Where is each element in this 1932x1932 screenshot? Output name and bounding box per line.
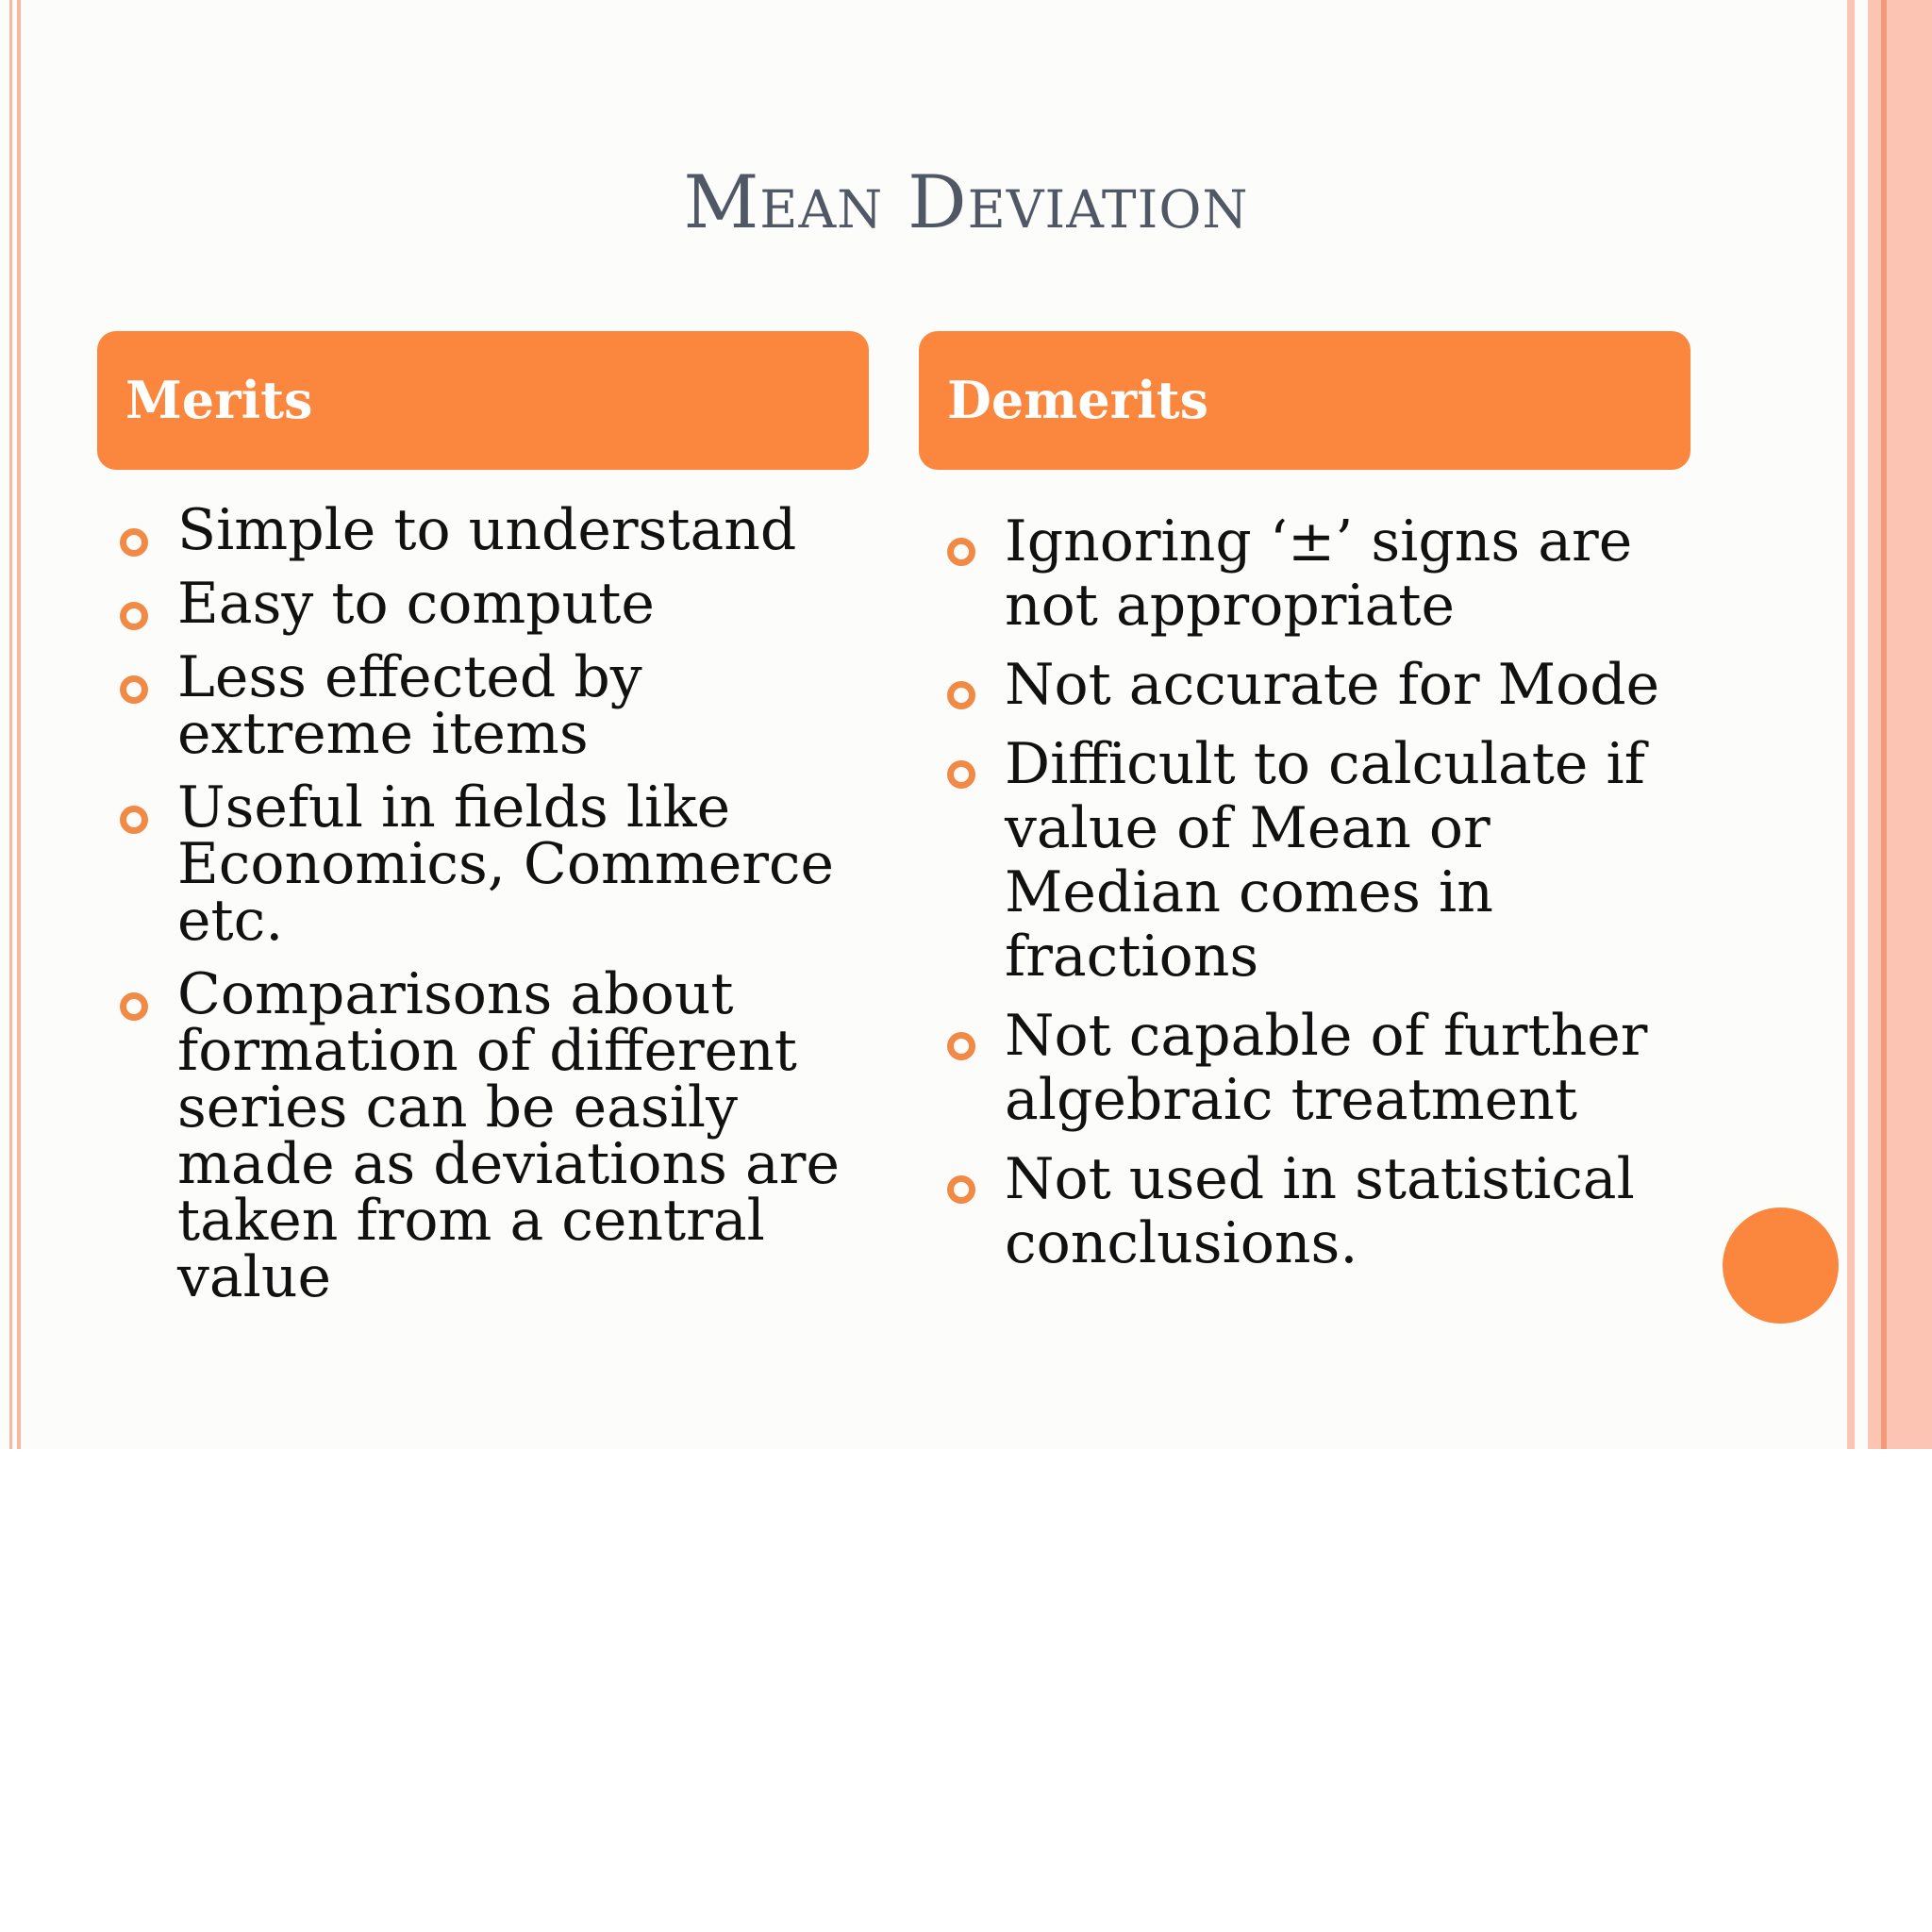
list-item xyxy=(99,644,873,767)
list-item-text: Comparisons about formation of different series can be easily made as deviations are taken from a central value xyxy=(177,961,840,1310)
list-item-text: Useful in fields like Economics, Commerce etc. xyxy=(177,774,835,954)
list-item-text: Simple to understand xyxy=(177,497,797,563)
list-item-text: Difficult to calculate if value of Mean or Median comes in fractions xyxy=(1005,731,1645,990)
decorative-circle xyxy=(1723,1208,1839,1324)
ring-bullet-icon xyxy=(947,760,975,789)
list-item xyxy=(99,961,873,1310)
ring-bullet-icon xyxy=(120,675,148,704)
list-item xyxy=(99,497,873,563)
list-item xyxy=(926,653,1719,717)
list-item-text: Not accurate for Mode xyxy=(1005,652,1660,718)
merits-list xyxy=(99,497,873,1323)
ring-bullet-icon xyxy=(947,1175,975,1204)
ring-bullet-icon xyxy=(120,992,148,1021)
list-item-text: Less effected by extreme items xyxy=(177,644,642,767)
list-item xyxy=(926,732,1719,989)
ring-bullet-icon xyxy=(947,1032,975,1060)
ring-bullet-icon xyxy=(120,806,148,834)
list-item-text: Not capable of further algebraic treatment xyxy=(1005,1003,1648,1133)
list-item xyxy=(926,509,1719,638)
ring-bullet-icon xyxy=(947,538,975,566)
list-item xyxy=(99,571,873,637)
ring-bullet-icon xyxy=(120,602,148,630)
demerits-list xyxy=(926,509,1719,1291)
list-item-text: Not used in statistical conclusions. xyxy=(1005,1146,1635,1276)
merits-header: Merits xyxy=(97,331,869,470)
slide-title: Mean Deviation xyxy=(683,160,1249,245)
list-item xyxy=(926,1147,1719,1275)
list-item xyxy=(926,1004,1719,1132)
list-item-text: Ignoring ‘±’ signs are not appropriate xyxy=(1005,508,1633,639)
ring-bullet-icon xyxy=(947,681,975,709)
list-item-text: Easy to compute xyxy=(177,571,655,637)
demerits-header: Demerits xyxy=(919,331,1690,470)
list-item xyxy=(99,774,873,954)
ring-bullet-icon xyxy=(120,528,148,557)
